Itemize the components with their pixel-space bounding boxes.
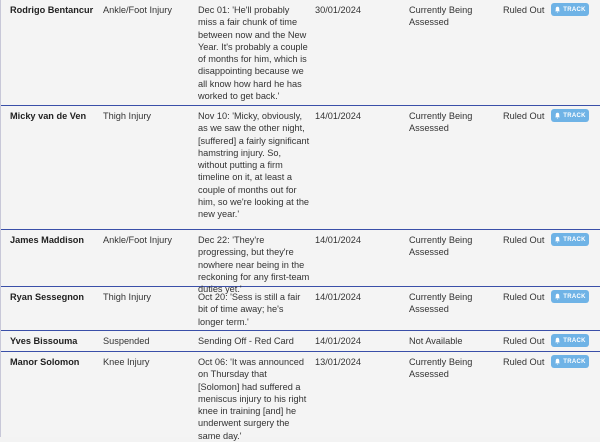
player-name[interactable]: Rodrigo Bentancur [10, 5, 94, 15]
injury-status: Currently Being Assessed [409, 357, 473, 380]
return-date: 14/01/2024 [315, 292, 361, 302]
injury-type: Thigh Injury [103, 292, 152, 302]
injury-status: Currently Being Assessed [409, 292, 473, 315]
injury-status: Currently Being Assessed [409, 5, 473, 28]
bell-icon [554, 337, 561, 344]
table-row [1, 230, 600, 295]
injury-status: Currently Being Assessed [409, 111, 473, 134]
return-date: 14/01/2024 [315, 111, 361, 121]
track-button[interactable] [551, 334, 589, 347]
injury-type: Ankle/Foot Injury [103, 5, 172, 15]
return-date: 13/01/2024 [315, 357, 361, 367]
injury-news: Sending Off - Red Card [198, 336, 294, 346]
track-label: TRACK [563, 293, 586, 300]
availability: Ruled Out [503, 5, 545, 15]
bell-icon [554, 293, 561, 300]
availability: Ruled Out [503, 357, 545, 367]
player-name[interactable]: Manor Solomon [10, 357, 80, 367]
player-name[interactable]: Micky van de Ven [10, 111, 87, 121]
injury-status: Currently Being Assessed [409, 235, 473, 258]
track-button[interactable] [551, 109, 589, 122]
availability: Ruled Out [503, 292, 545, 302]
player-name[interactable]: James Maddison [10, 235, 85, 245]
table-row [1, 0, 600, 106]
injury-news: Oct 06: 'It was announced on Thursday that [Solomon] had suffered a meniscus injury to his right knee in training [and] he underwent surgery the same day.' [198, 357, 307, 441]
bell-icon [554, 236, 561, 243]
injury-news: Dec 01: 'He'll probably miss a fair chunk of time between now and the New Year. It's probably a couple of months for him, which is disappointing because we all know how hard he has worked to get back.' [198, 5, 308, 102]
availability: Ruled Out [503, 111, 545, 121]
bell-icon [554, 358, 561, 365]
return-date: 30/01/2024 [315, 5, 361, 15]
bell-icon [554, 6, 561, 13]
table-row [1, 287, 600, 331]
table-row [1, 352, 600, 441]
injury-news: Dec 22: 'They're progressing, but they're nowhere near being in the reckoning for any first-team duties yet.' [198, 235, 310, 295]
injury-news: Nov 10: 'Micky, obviously, as we saw the other night, [suffered] a fairly significant hamstring injury. So, without putting a firm timeline on it, at least a couple of months out for him, so we're looking at the new year.' [198, 111, 310, 220]
track-button[interactable] [551, 355, 589, 368]
table-row [1, 331, 600, 352]
injury-type: Ankle/Foot Injury [103, 235, 172, 245]
return-date: 14/01/2024 [315, 235, 361, 245]
injury-type: Thigh Injury [103, 111, 152, 121]
bell-icon [554, 112, 561, 119]
track-label: TRACK [563, 236, 586, 243]
track-button[interactable] [551, 290, 589, 303]
availability: Ruled Out [503, 235, 545, 245]
injury-news: Oct 20: 'Sess is still a fair bit of time away; he's longer term.' [198, 292, 301, 327]
injury-type: Suspended [103, 336, 150, 346]
track-button[interactable] [551, 3, 589, 16]
availability: Ruled Out [503, 336, 545, 346]
track-label: TRACK [563, 112, 586, 119]
injury-status: Not Available [409, 336, 463, 346]
player-name[interactable]: Yves Bissouma [10, 336, 78, 346]
track-label: TRACK [563, 337, 586, 344]
player-name[interactable]: Ryan Sessegnon [10, 292, 85, 302]
track-button[interactable] [551, 233, 589, 246]
injury-type: Knee Injury [103, 357, 150, 367]
return-date: 14/01/2024 [315, 336, 361, 346]
track-label: TRACK [563, 358, 586, 365]
track-label: TRACK [563, 6, 586, 13]
table-row [1, 106, 600, 230]
